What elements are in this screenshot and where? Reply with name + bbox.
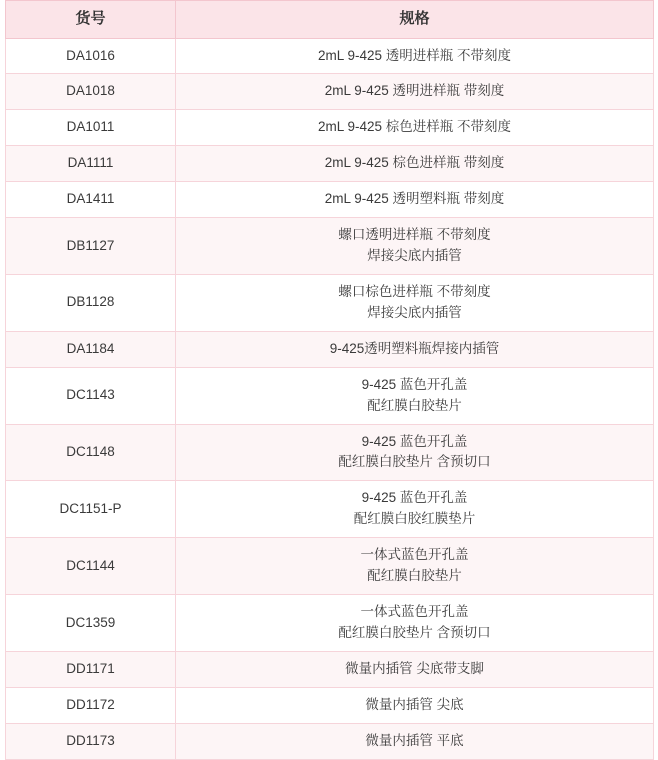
table-row [6,110,654,146]
specification-line: 螺口透明进样瓶 不带刻度 [338,227,491,243]
cell-product-code: DC1359 [6,595,176,652]
table-row [6,146,654,182]
cell-product-code: DB1127 [6,218,176,275]
specification-line: 微量内插管 尖底 [365,696,464,712]
table-row [6,481,654,538]
cell-product-code: DD1171 [6,651,176,687]
cell-product-code: DA1411 [6,182,176,218]
cell-product-code: DD1173 [6,723,176,759]
cell-specification [176,481,654,538]
table-row [6,723,654,759]
specification-line: 2mL 9-425 棕色进样瓶 带刻度 [324,155,505,171]
cell-specification [176,687,654,723]
cell-specification [176,723,654,759]
cell-product-code: DA1016 [6,38,176,74]
cell-specification [176,651,654,687]
table-row [6,274,654,331]
cell-specification [176,331,654,367]
specification-line: 2mL 9-425 棕色进样瓶 不带刻度 [317,119,512,135]
specification-line: 焊接尖底内插管 [367,248,462,264]
cell-specification [176,182,654,218]
table-row [6,651,654,687]
cell-product-code: DC1143 [6,367,176,424]
cell-specification [176,146,654,182]
table-row [6,367,654,424]
cell-product-code: DA1184 [6,331,176,367]
table-row [6,38,654,74]
specification-line: 2mL 9-425 透明进样瓶 不带刻度 [317,47,512,63]
specification-line: 配红膜白胶垫片 含预切口 [338,454,491,470]
cell-specification [176,74,654,110]
table-row [6,218,654,275]
table-header [6,1,654,39]
specification-line: 2mL 9-425 透明进样瓶 带刻度 [324,83,505,99]
cell-specification [176,367,654,424]
specification-line: 9-425 蓝色开孔盖 [361,490,468,506]
cell-product-code: DB1128 [6,274,176,331]
table-row [6,687,654,723]
table-row [6,331,654,367]
cell-specification [176,110,654,146]
table-row [6,182,654,218]
cell-specification [176,538,654,595]
specification-line: 2mL 9-425 透明塑料瓶 带刻度 [324,191,505,207]
specification-line: 9-425 蓝色开孔盖 [361,376,468,392]
cell-product-code: DC1151-P [6,481,176,538]
specification-line: 螺口棕色进样瓶 不带刻度 [338,283,491,299]
cell-product-code: DC1144 [6,538,176,595]
table-body [6,38,654,759]
cell-specification [176,38,654,74]
cell-product-code: DA1018 [6,74,176,110]
specification-line: 9-425 蓝色开孔盖 [361,433,468,449]
cell-product-code: DD1172 [6,687,176,723]
specification-line: 微量内插管 尖底带支脚 [345,660,484,676]
cell-product-code: DC1148 [6,424,176,481]
table-row [6,74,654,110]
specification-line: 微量内插管 平底 [365,732,464,748]
specification-line: 一体式蓝色开孔盖 [360,547,469,563]
cell-product-code: DA1011 [6,110,176,146]
specification-line: 一体式蓝色开孔盖 [360,604,469,620]
cell-product-code: DA1111 [6,146,176,182]
column-header-code: 货号 [6,1,176,39]
specification-line: 配红膜白胶红膜垫片 [353,511,476,527]
cell-specification [176,218,654,275]
table-header-row [6,1,654,39]
specifications-table [5,0,654,760]
specification-line: 配红膜白胶垫片 含预切口 [338,625,491,641]
cell-specification [176,274,654,331]
column-header-spec: 规格 [176,1,654,39]
specification-line: 焊接尖底内插管 [367,304,462,320]
cell-specification [176,595,654,652]
specification-line: 配红膜白胶垫片 [367,568,462,584]
cell-specification [176,424,654,481]
specification-line: 9-425透明塑料瓶焊接内插管 [329,340,500,356]
table-row [6,538,654,595]
table-row [6,424,654,481]
table-row [6,595,654,652]
specification-line: 配红膜白胶垫片 [367,397,462,413]
